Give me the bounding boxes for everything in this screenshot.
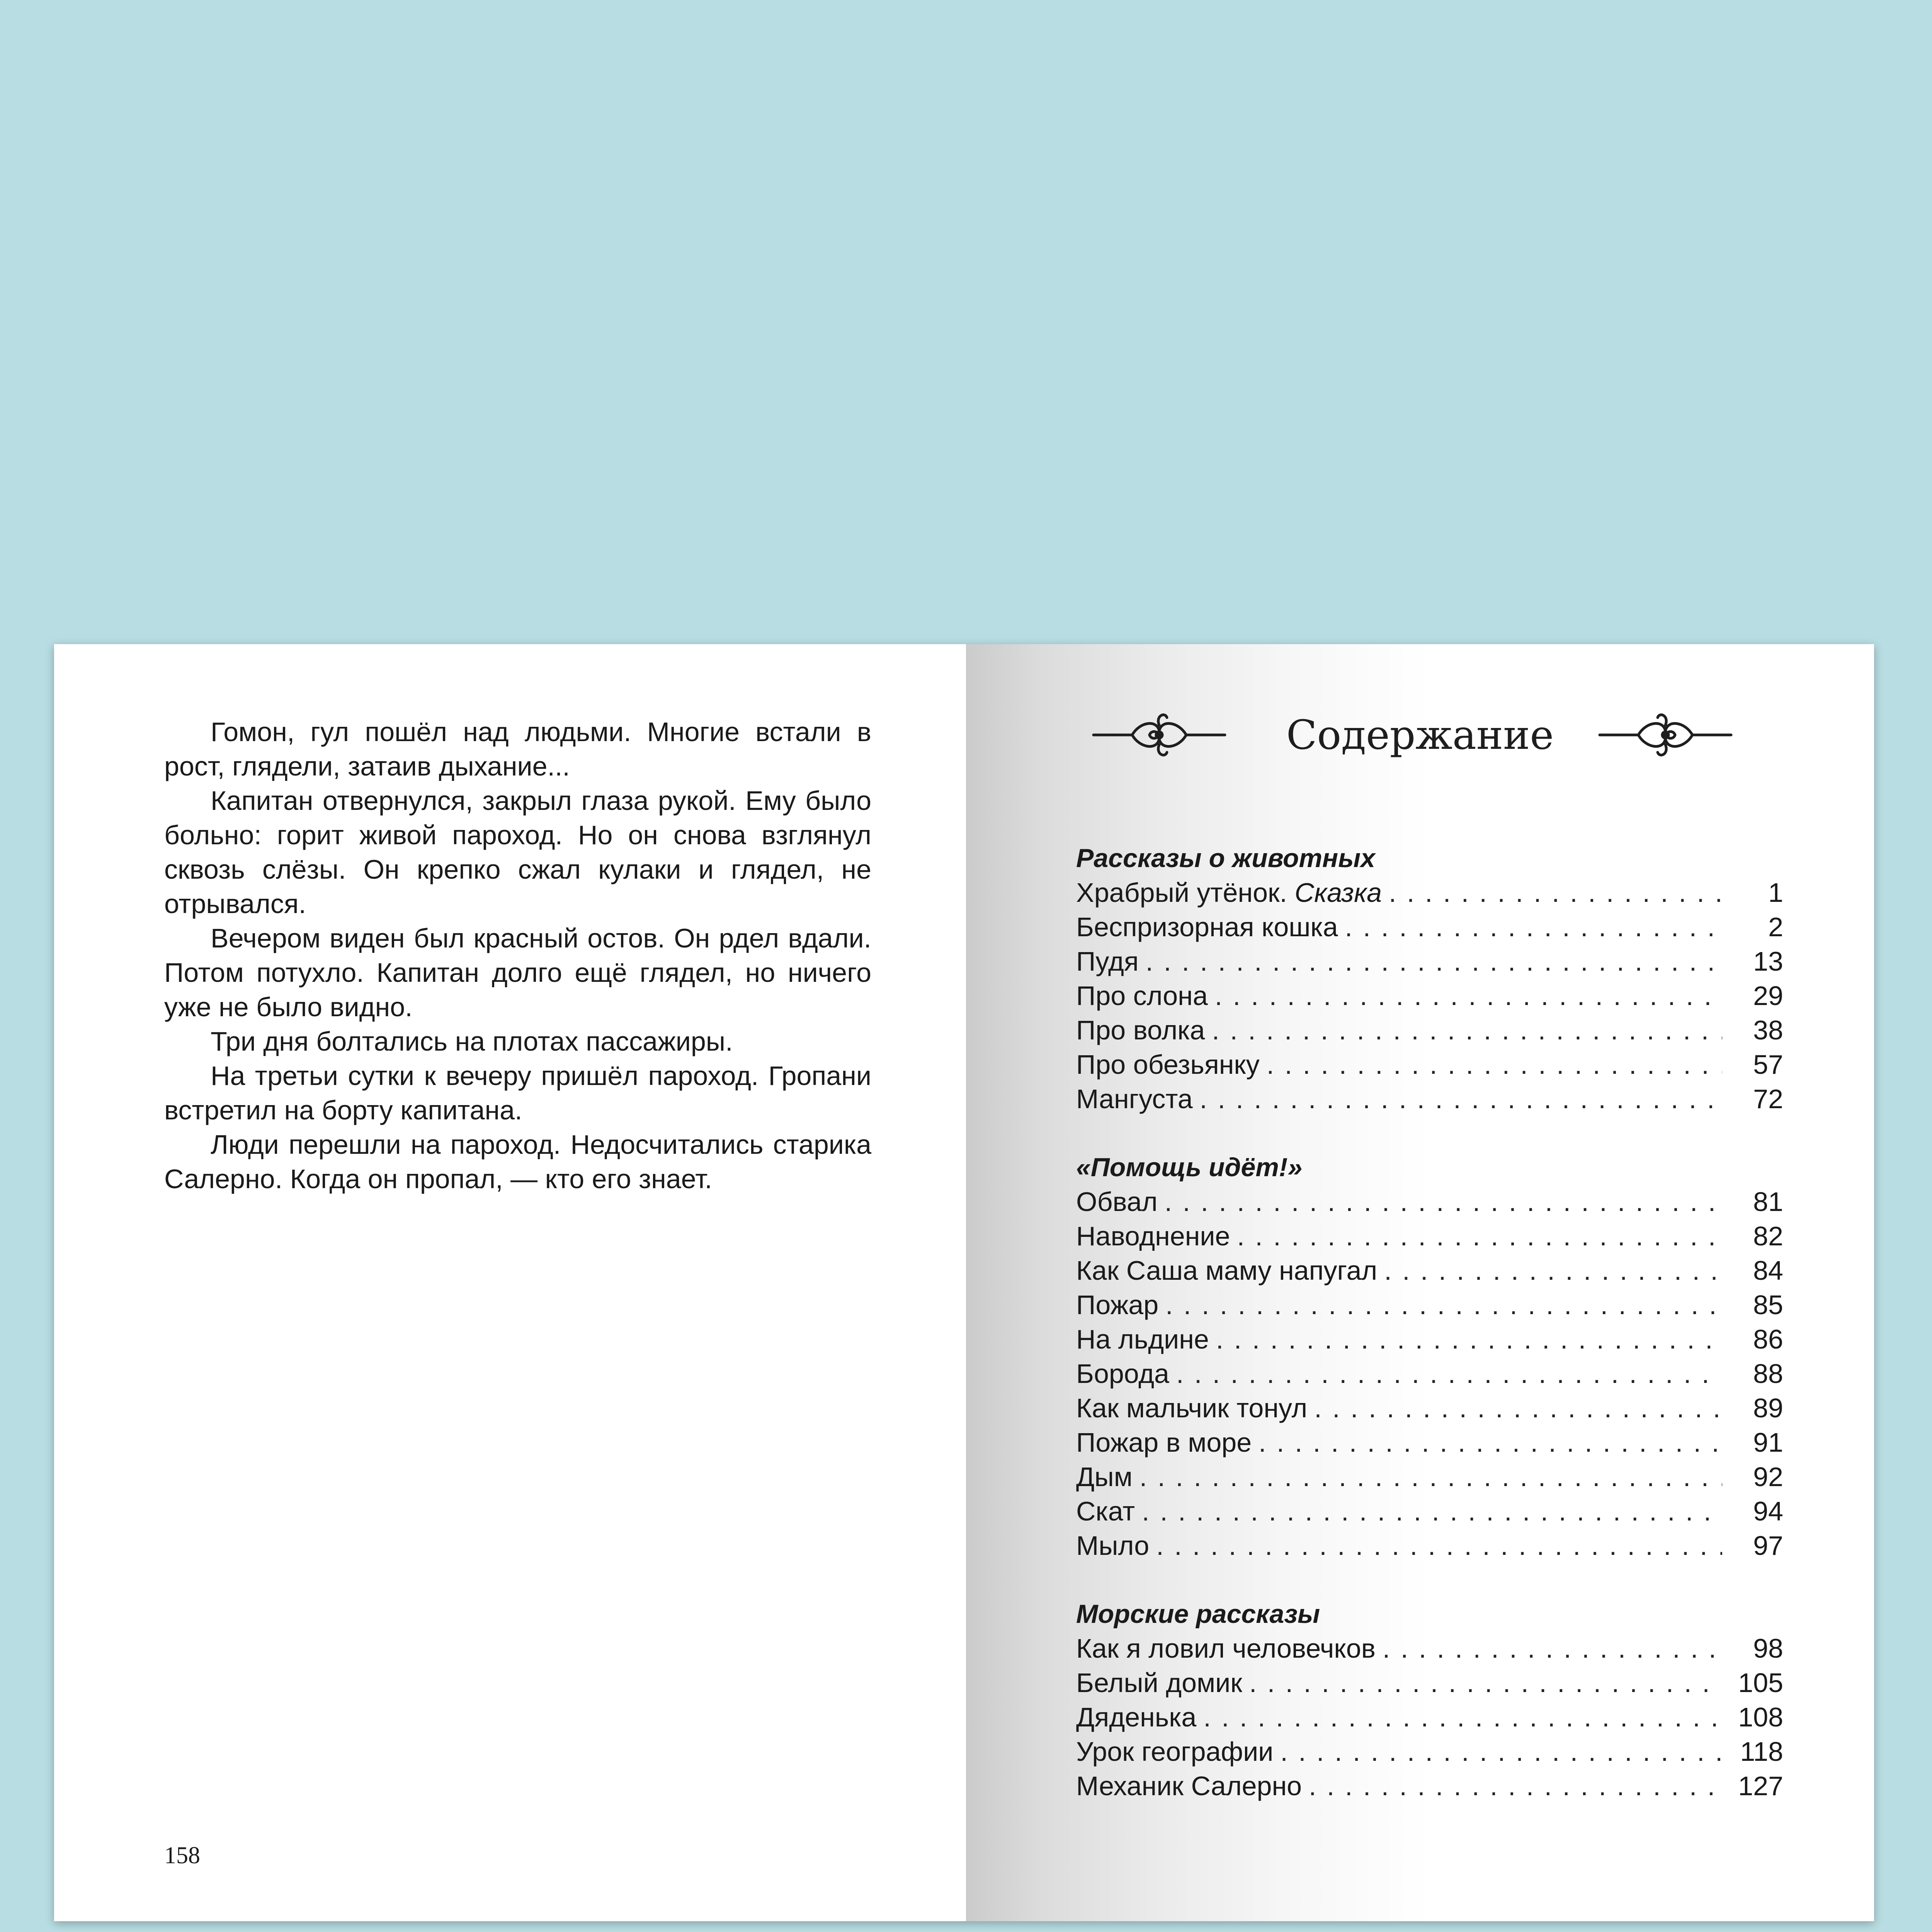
toc-entry[interactable] — [1076, 1048, 1783, 1082]
dot-leader — [1389, 876, 1722, 910]
toc-entry[interactable] — [1076, 1322, 1783, 1357]
toc-entry-page: 86 — [1753, 1324, 1783, 1354]
dot-leader — [1280, 1735, 1722, 1769]
dot-leader — [1309, 1769, 1722, 1803]
toc-entry-page: 97 — [1753, 1531, 1783, 1561]
toc-entry-page: 108 — [1738, 1702, 1783, 1732]
dot-leader — [1142, 1494, 1722, 1529]
toc-entry-name: Дым — [1076, 1462, 1133, 1492]
paragraph: На третьи сутки к вечеру пришёл пароход. Гропани встретил на борту капитана. — [164, 1061, 871, 1125]
toc-entry-name: Про слона — [1076, 981, 1208, 1011]
toc-entry[interactable] — [1076, 1631, 1783, 1666]
toc-entry-title — [1076, 1391, 1307, 1425]
toc-entry-page: 85 — [1753, 1290, 1783, 1320]
dot-leader — [1212, 1013, 1722, 1048]
toc-entry[interactable] — [1076, 1288, 1783, 1322]
toc-entry-page: 92 — [1753, 1462, 1783, 1492]
paragraph: Гомон, гул пошёл над людьми. Многие встали в рост, глядели, затаив дыхание... — [164, 717, 871, 781]
right-page — [966, 644, 1874, 1921]
dot-leader — [1383, 1631, 1722, 1666]
toc-entry-page: 89 — [1753, 1393, 1783, 1423]
toc-title: Содержание — [1286, 711, 1554, 759]
toc-entry-page: 118 — [1740, 1736, 1783, 1767]
toc-entry-name: Скат — [1076, 1496, 1135, 1526]
toc-entry-title — [1076, 1460, 1133, 1494]
toc-section — [1076, 1150, 1783, 1563]
toc-entry-name: Белый домик — [1076, 1668, 1242, 1698]
toc-entry-title — [1076, 1288, 1158, 1322]
toc-entry-title — [1076, 1082, 1193, 1116]
dot-leader — [1215, 979, 1722, 1013]
paragraph: Три дня болтались на плотах пассажиры. — [211, 1026, 733, 1056]
toc-entry-name: Обвал — [1076, 1187, 1158, 1217]
dot-leader — [1216, 1322, 1722, 1357]
toc-entry-page: 91 — [1753, 1427, 1783, 1458]
toc-entry-page: 38 — [1753, 1015, 1783, 1045]
dot-leader — [1267, 1048, 1722, 1082]
toc-entry-name: Как Саша маму напугал — [1076, 1255, 1378, 1286]
toc-entry[interactable] — [1076, 944, 1783, 979]
toc-entry-page: 57 — [1753, 1049, 1783, 1080]
toc-entry-name: Беспризорная кошка — [1076, 912, 1338, 942]
toc-entry[interactable] — [1076, 1082, 1783, 1116]
toc-entry[interactable] — [1076, 1494, 1783, 1529]
toc-entry-title — [1076, 1700, 1196, 1735]
toc-entry-title — [1076, 910, 1338, 944]
toc-entry-name: На льдине — [1076, 1324, 1209, 1354]
toc-entry[interactable] — [1076, 1357, 1783, 1391]
dot-leader — [1249, 1666, 1722, 1700]
toc-entry-title — [1076, 944, 1139, 979]
toc-entry-page: 94 — [1753, 1496, 1783, 1526]
toc-entry[interactable] — [1076, 1253, 1783, 1288]
toc-entry-title — [1076, 1494, 1135, 1529]
toc-entry-page: 98 — [1753, 1633, 1783, 1663]
toc-entry-name: Наводнение — [1076, 1221, 1230, 1251]
toc-entry[interactable] — [1076, 1700, 1783, 1735]
dot-leader — [1200, 1082, 1722, 1116]
toc-entry[interactable] — [1076, 1666, 1783, 1700]
dot-leader — [1156, 1529, 1722, 1563]
toc-entry-name: Как я ловил человечков — [1076, 1633, 1376, 1663]
toc-entry[interactable] — [1076, 910, 1783, 944]
dot-leader — [1314, 1391, 1722, 1425]
table-of-contents — [1076, 841, 1783, 1837]
dot-leader — [1237, 1219, 1722, 1253]
toc-entry-name: Урок географии — [1076, 1736, 1274, 1767]
toc-entry[interactable] — [1076, 1769, 1783, 1803]
toc-entry[interactable] — [1076, 1425, 1783, 1460]
toc-entry-name: Мангуста — [1076, 1084, 1193, 1114]
toc-entry-page: 127 — [1738, 1771, 1783, 1801]
dot-leader — [1345, 910, 1722, 944]
toc-entry-page: 2 — [1768, 912, 1783, 942]
toc-entry[interactable] — [1076, 1185, 1783, 1219]
toc-entry[interactable] — [1076, 1460, 1783, 1494]
toc-entry-page: 29 — [1753, 981, 1783, 1011]
toc-entry-name: Пожар — [1076, 1290, 1159, 1320]
toc-entry-page: 82 — [1753, 1221, 1783, 1251]
toc-entry-title — [1076, 1666, 1242, 1700]
scroll-ornament-icon — [1596, 702, 1735, 768]
paragraph: Капитан отвернулся, закрыл глаза рукой. Ему было больно: горит живой пароход. Но он снова взглянул сквозь слёзы. Он крепко сжал кулаки и глядел, не отрывался. — [164, 786, 871, 919]
toc-section-title: Рассказы о животных — [1076, 844, 1375, 873]
page-number: 158 — [164, 1842, 200, 1869]
toc-entry-page: 1 — [1768, 878, 1783, 908]
toc-section-title: Морские рассказы — [1076, 1599, 1320, 1629]
toc-entry-title — [1076, 1013, 1205, 1048]
toc-entry-title — [1076, 1425, 1252, 1460]
toc-entry-page: 88 — [1753, 1359, 1783, 1389]
toc-entry[interactable] — [1076, 1735, 1783, 1769]
paragraph: Вечером виден был красный остов. Он рдел вдали. Потом потухло. Капитан долго ещё глядел, но ничего уже не было видно. — [164, 923, 871, 1022]
toc-entry-name: Мыло — [1076, 1531, 1150, 1561]
toc-entry-title — [1076, 1357, 1169, 1391]
toc-entry-title — [1076, 979, 1208, 1013]
toc-entry-title — [1076, 1322, 1209, 1357]
dot-leader — [1176, 1357, 1722, 1391]
toc-entry-title — [1076, 1769, 1302, 1803]
toc-entry-name: Борода — [1076, 1359, 1169, 1389]
toc-entry-name: Пожар в море — [1076, 1427, 1252, 1458]
toc-entry-page: 72 — [1753, 1084, 1783, 1114]
toc-entry[interactable] — [1076, 1219, 1783, 1253]
dot-leader — [1146, 944, 1722, 979]
toc-entry-title — [1076, 1185, 1158, 1219]
dot-leader — [1259, 1425, 1722, 1460]
toc-entry-page: 105 — [1738, 1668, 1783, 1698]
toc-entry-title — [1076, 1631, 1376, 1666]
dot-leader — [1203, 1700, 1722, 1735]
toc-entry[interactable] — [1076, 876, 1783, 910]
paragraph: Люди перешли на пароход. Недосчитались старика Салерно. Когда он пропал, — кто его знает. — [164, 1129, 871, 1194]
toc-entry-name: Пудя — [1076, 946, 1139, 976]
toc-entry-name: Механик Салерно — [1076, 1771, 1302, 1801]
dot-leader — [1139, 1460, 1722, 1494]
story-text — [164, 715, 871, 1196]
toc-entry-page: 81 — [1753, 1187, 1783, 1217]
toc-entry-subtitle: Сказка — [1294, 878, 1382, 908]
toc-entry-name: Дяденька — [1076, 1702, 1197, 1732]
dot-leader — [1165, 1185, 1722, 1219]
toc-heading — [966, 702, 1874, 776]
dot-leader — [1165, 1288, 1722, 1322]
toc-section-title: «Помощь идёт!» — [1076, 1153, 1303, 1182]
toc-section — [1076, 1597, 1783, 1803]
toc-entry-name: Про волка — [1076, 1015, 1205, 1045]
toc-entry-title — [1076, 1529, 1149, 1563]
toc-entry-name: Храбрый утёнок. — [1076, 878, 1287, 908]
dot-leader — [1384, 1253, 1722, 1288]
left-page — [54, 644, 966, 1921]
toc-entry-title — [1076, 1219, 1230, 1253]
toc-entry-title — [1076, 876, 1382, 910]
toc-entry-page: 84 — [1753, 1255, 1783, 1286]
book-spread — [54, 644, 1874, 1921]
toc-entry-title — [1076, 1253, 1377, 1288]
toc-section — [1076, 841, 1783, 1116]
toc-entry[interactable] — [1076, 1013, 1783, 1048]
toc-entry-title — [1076, 1048, 1260, 1082]
toc-entry[interactable] — [1076, 979, 1783, 1013]
toc-entry-page: 13 — [1753, 946, 1783, 976]
toc-entry-name: Как мальчик тонул — [1076, 1393, 1308, 1423]
toc-entry-title — [1076, 1735, 1273, 1769]
toc-entry[interactable] — [1076, 1529, 1783, 1563]
toc-entry-name: Про обезьянку — [1076, 1049, 1260, 1080]
toc-entry[interactable] — [1076, 1391, 1783, 1425]
